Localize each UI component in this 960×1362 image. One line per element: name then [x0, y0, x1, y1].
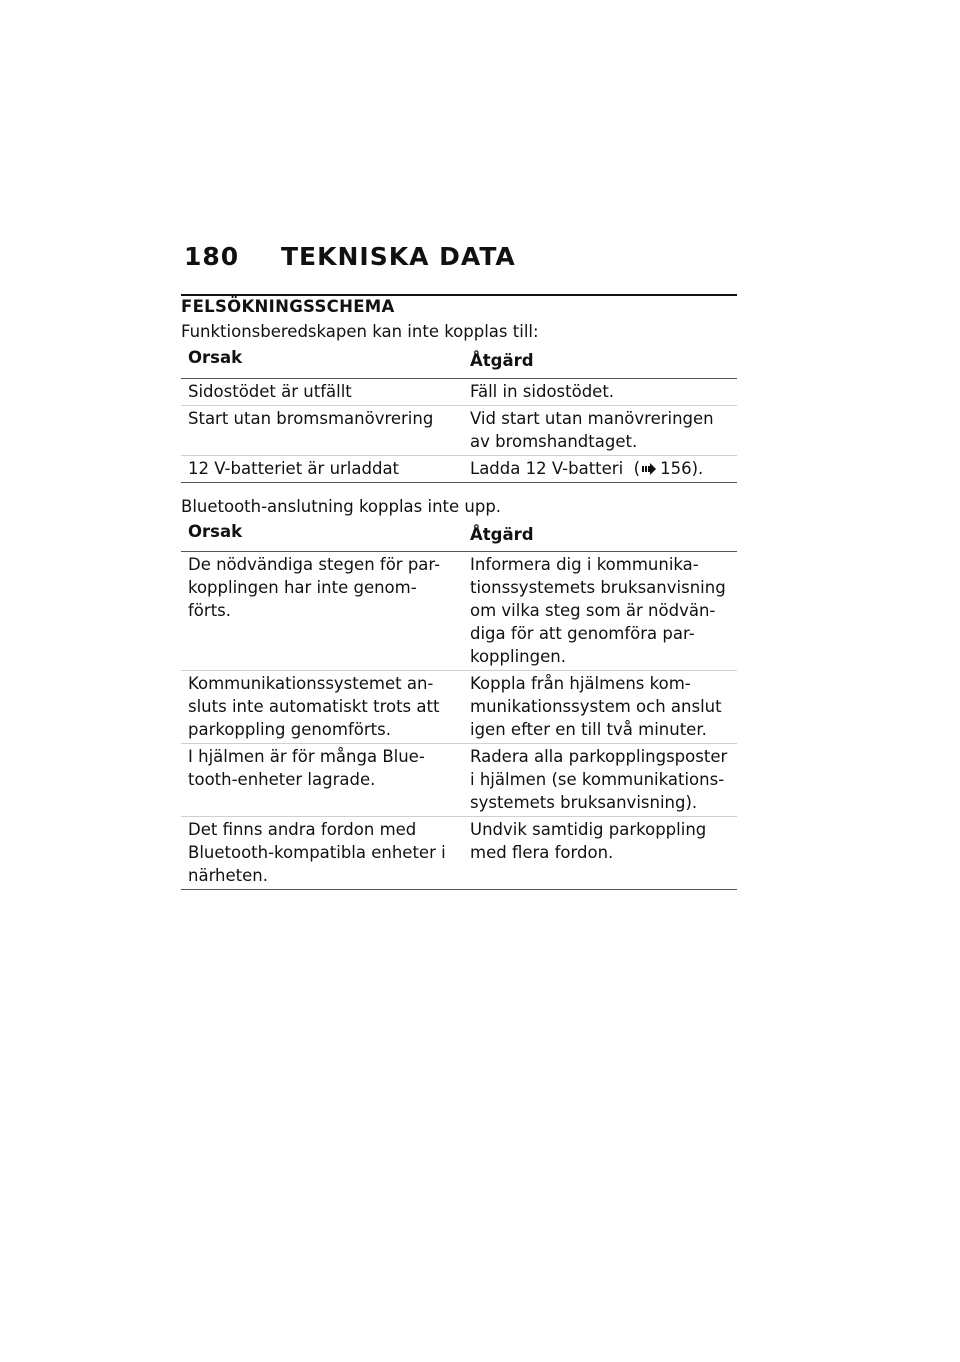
cause-line: 12 V-batteriet är urladdat — [188, 459, 400, 478]
action-line: Undvik samtidig parkoppling — [470, 820, 707, 839]
page-reference-arrow-icon — [642, 463, 656, 475]
table2-header-row — [181, 522, 737, 552]
cause-cell — [181, 671, 463, 744]
action-text: Ladda 12 V-batteri ( — [470, 459, 641, 478]
cause-line: Kommunikationssystemet an- — [188, 674, 434, 693]
action-cell — [463, 406, 737, 456]
action-cell — [463, 744, 737, 817]
cause-line: förts. — [188, 601, 231, 620]
cause-cell — [181, 817, 463, 890]
cause-cell — [181, 406, 463, 456]
action-cell — [463, 379, 737, 406]
action-line: Vid start utan manövreringen — [470, 409, 714, 428]
action-line: tionssystemets bruksanvisning — [470, 578, 726, 597]
action-cell — [463, 817, 737, 890]
cause-line: sluts inte automatiskt trots att — [188, 697, 440, 716]
cause-line: tooth-enheter lagrade. — [188, 770, 376, 789]
table2-intro: Bluetooth-anslutning kopplas inte upp. — [181, 497, 502, 516]
action-line: av bromshandtaget. — [470, 432, 638, 451]
table1-col-cause: Orsak — [181, 348, 463, 379]
table1-header-row — [181, 348, 737, 379]
chapter-title: TEKNISKA DATA — [281, 242, 516, 271]
page-number: 180 — [184, 242, 240, 271]
cause-cell — [181, 379, 463, 406]
table1-col-action: Åtgärd — [463, 348, 737, 379]
table-row — [181, 817, 737, 890]
cause-line: närheten. — [188, 866, 268, 885]
action-line: i hjälmen (se kommunikations- — [470, 770, 725, 789]
action-line: diga för att genomföra par- — [470, 624, 695, 643]
action-text: ). — [691, 459, 704, 478]
table-row — [181, 671, 737, 744]
action-line: Fäll in sidostödet. — [470, 382, 615, 401]
page-reference-link[interactable]: 156 — [660, 459, 692, 478]
table-row — [181, 406, 737, 456]
action-cell — [463, 671, 737, 744]
cause-line: I hjälmen är för många Blue- — [188, 747, 425, 766]
action-line: Radera alla parkopplingsposter — [470, 747, 728, 766]
cause-line: Sidostödet är utfällt — [188, 382, 352, 401]
cause-line: kopplingen har inte genom- — [188, 578, 417, 597]
cause-line: De nödvändiga stegen för par- — [188, 555, 441, 574]
cause-line: Det finns andra fordon med — [188, 820, 417, 839]
action-line: munikationssystem och anslut — [470, 697, 722, 716]
troubleshooting-table-2 — [181, 522, 737, 890]
page-header — [181, 242, 737, 282]
action-line: om vilka steg som är nödvän- — [470, 601, 716, 620]
table-row — [181, 456, 737, 483]
table-row — [181, 552, 737, 671]
action-line — [470, 457, 733, 480]
action-line: Koppla från hjälmens kom- — [470, 674, 691, 693]
action-line: Informera dig i kommunika- — [470, 555, 699, 574]
cause-line: parkoppling genomförts. — [188, 720, 391, 739]
header-rule — [181, 294, 737, 296]
table2-col-action: Åtgärd — [463, 522, 737, 552]
action-line: systemets bruksanvisning). — [470, 793, 698, 812]
cause-cell — [181, 456, 463, 483]
action-line: igen efter en till två minuter. — [470, 720, 707, 739]
action-line: kopplingen. — [470, 647, 566, 666]
table2-col-cause: Orsak — [181, 522, 463, 552]
troubleshooting-table-1 — [181, 348, 737, 483]
section-title: FELSÖKNINGSSCHEMA — [181, 297, 395, 316]
table1-intro: Funktionsberedskapen kan inte kopplas till: — [181, 322, 539, 341]
cause-line: Bluetooth-kompatibla enheter i — [188, 843, 446, 862]
table-row — [181, 379, 737, 406]
cause-cell — [181, 744, 463, 817]
action-cell — [463, 456, 737, 483]
cause-cell — [181, 552, 463, 671]
action-line: med flera fordon. — [470, 843, 614, 862]
cause-line: Start utan bromsmanövrering — [188, 409, 434, 428]
table-row — [181, 744, 737, 817]
action-cell — [463, 552, 737, 671]
